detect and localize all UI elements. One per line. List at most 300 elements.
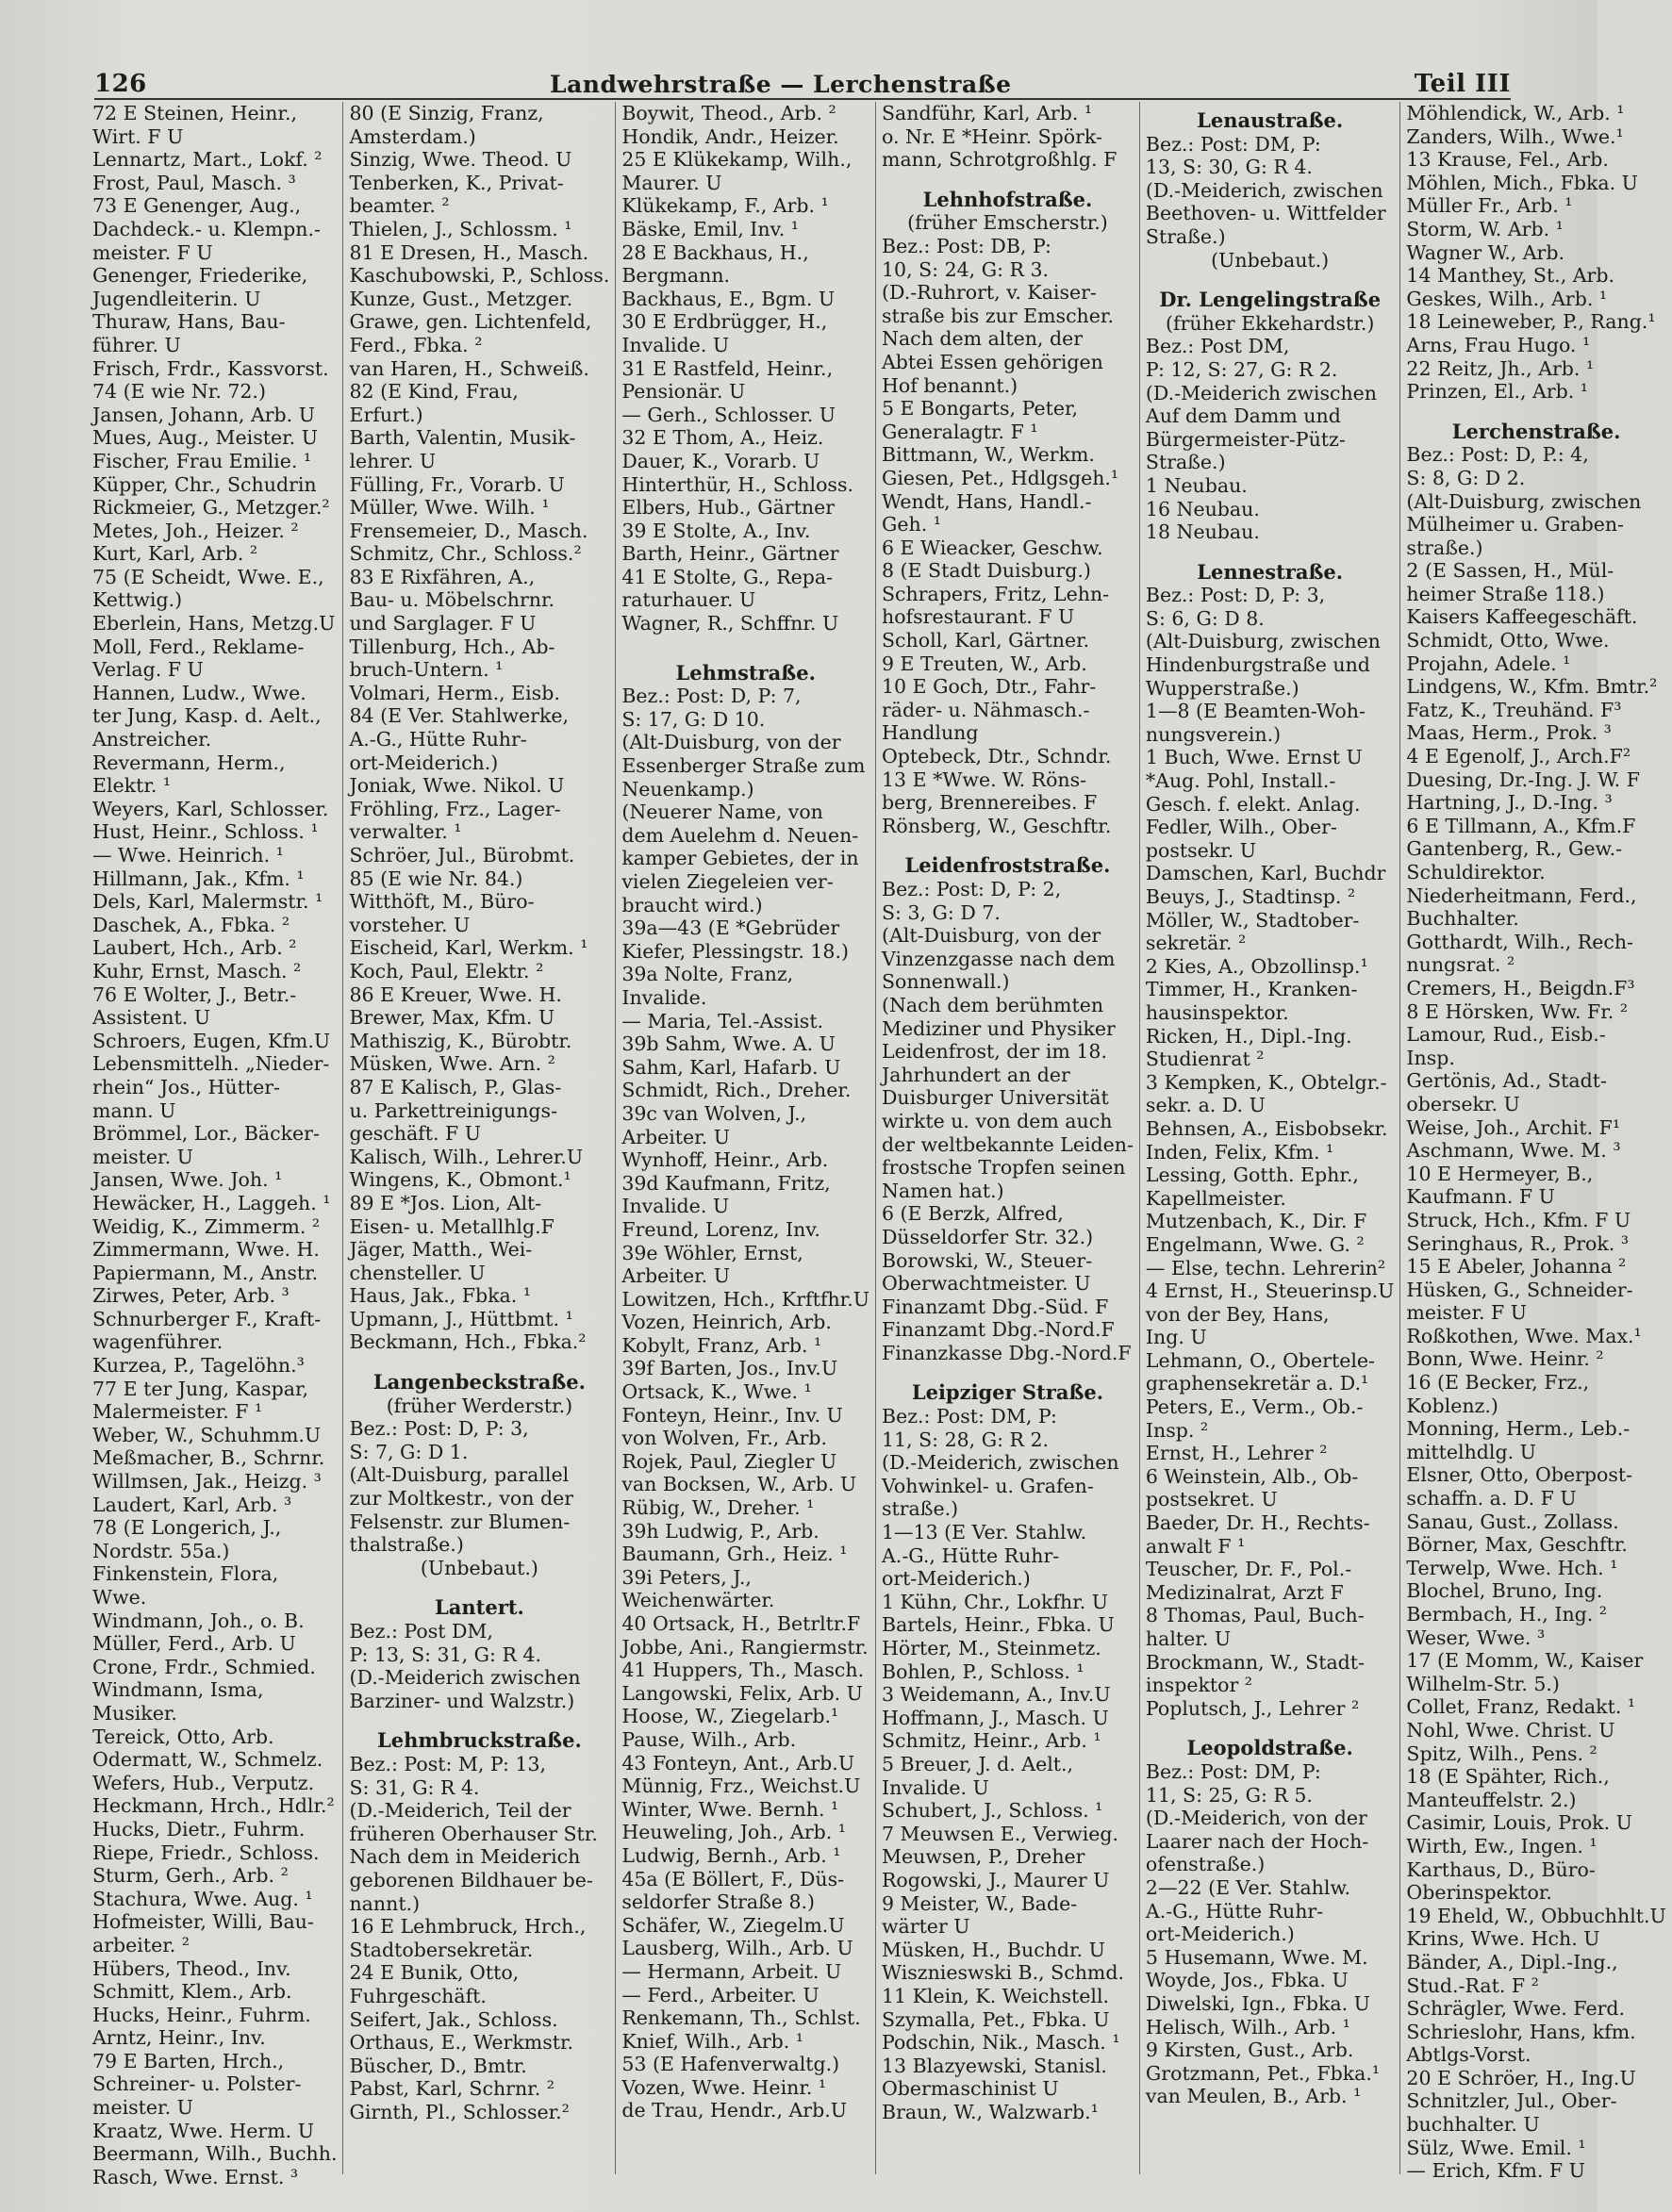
directory-entry: ofenstraße.)	[1145, 1853, 1266, 1876]
street-heading: Leidenfroststraße.	[904, 853, 1111, 878]
directory-entry: Hinterthür, H., Schloss.	[621, 472, 853, 496]
directory-entry: 39a Nolte, Franz,	[621, 963, 794, 986]
directory-entry: Schmitz, Heinr., Arb. ¹	[882, 1729, 1101, 1753]
spacer	[1146, 1720, 1395, 1729]
directory-entry: Genenger, Friederike,	[92, 264, 308, 288]
directory-entry: Invalide.	[621, 985, 707, 1009]
directory-entry: nungsverein.)	[1145, 722, 1282, 746]
directory-entry: Meuwsen, P., Dreher	[882, 1845, 1085, 1869]
directory-entry: Weser, Wwe. ³	[1406, 1626, 1546, 1649]
directory-entry: 5 Husemann, Wwe. M.	[1145, 1945, 1368, 1969]
directory-entry: Bez.: Post: DM, P:	[882, 1405, 1057, 1428]
directory-entry: Finanzamt Dbg.-Süd. F	[882, 1295, 1109, 1318]
directory-entry: A.-G., Hütte Ruhr-	[1145, 1899, 1324, 1923]
directory-entry: Timmer, H., Kranken-	[1145, 978, 1358, 1001]
directory-entry: Wirt. F U	[92, 124, 184, 148]
directory-entry: Hucks, Heinr., Fuhrm.	[92, 2003, 311, 2026]
street-heading: Lennestraße.	[1197, 559, 1344, 584]
directory-entry: Sonnenwall.)	[882, 970, 1010, 994]
directory-entry: Witthöft, M., Büro-	[349, 890, 535, 914]
directory-entry: Braun, W., Walzwarb.¹	[882, 2100, 1099, 2123]
directory-entry: Finanzkasse Dbg.-Nord.F	[882, 1341, 1132, 1364]
directory-entry: Namen hat.)	[882, 1179, 1004, 1202]
directory-entry: Abtlgs-Vorst.	[1406, 2043, 1531, 2067]
directory-entry: Laarer nach der Hoch-	[1145, 1829, 1369, 1853]
directory-entry: Joniak, Wwe. Nikol. U	[349, 774, 565, 798]
directory-entry: Duesing, Dr.-Ing. J. W. F	[1406, 768, 1640, 791]
directory-entry: (Alt-Duisburg, parallel	[349, 1463, 570, 1487]
directory-entry: Daschek, A., Fbka. ²	[92, 913, 290, 936]
directory-entry: 5 E Bongarts, Peter,	[882, 397, 1079, 421]
directory-entry: Storm, W. Arb. ¹	[1406, 217, 1564, 240]
street-heading: Lenaustraße.	[1197, 108, 1344, 132]
directory-entry: 74 (E wie Nr. 72.)	[92, 380, 266, 404]
directory-entry: Revermann, Herm.,	[92, 751, 286, 774]
directory-entry: Pause, Wilh., Arb.	[621, 1727, 797, 1751]
directory-entry: Willmsen, Jak., Heizg. ³	[92, 1470, 322, 1494]
directory-entry: 81 E Dresen, H., Masch.	[349, 240, 589, 264]
directory-entry: Volmari, Herm., Eisb.	[349, 681, 560, 704]
directory-entry: Finanzamt Dbg.-Nord.F	[882, 1318, 1115, 1342]
directory-entry: 1 Kühn, Chr., Lokfhr. U	[882, 1590, 1109, 1613]
directory-entry: 45a (E Böllert, F., Düs-	[621, 1867, 845, 1890]
directory-entry: Fatz, K., Treuhänd. F³	[1406, 698, 1622, 721]
directory-entry: 16 (E Becker, Frz.,	[1406, 1371, 1590, 1395]
directory-entry: Renkemann, Th., Schlst.	[621, 2006, 861, 2030]
directory-entry: Koch, Paul, Elektr. ²	[349, 959, 544, 982]
directory-entry: Bau- u. Möbelschrnr.	[349, 588, 555, 612]
directory-entry: Musiker.	[92, 1701, 177, 1725]
directory-entry: straße.)	[882, 1497, 959, 1521]
directory-entry: de Trau, Hendr., Arb.U	[621, 2099, 847, 2122]
directory-entry: (D.-Meiderich, zwischen	[1145, 178, 1383, 202]
directory-entry: mittelhdlg. U	[1406, 1440, 1536, 1463]
directory-entry: 75 (E Scheidt, Wwe. E.,	[92, 565, 324, 588]
column-4	[876, 102, 1140, 2174]
directory-entry: 9 Kirsten, Gust., Arb.	[1145, 2039, 1354, 2062]
directory-entry: wirkte u. von dem auch	[882, 1109, 1113, 1132]
directory-entry: Bürgermeister-Pütz-	[1145, 427, 1346, 451]
directory-entry: Bohlen, P., Schloss. ¹	[882, 1659, 1084, 1683]
directory-entry: hofsrestaurant. F U	[882, 605, 1075, 629]
directory-entry: 6 E Tillmann, A., Kfm.F	[1406, 814, 1636, 837]
directory-entry: Orthaus, E., Werkmstr.	[349, 2031, 574, 2055]
directory-entry: 7 Meuwsen E., Verwieg.	[882, 1822, 1119, 1845]
directory-entry: Struck, Hch., Kfm. F U	[1406, 1208, 1631, 1231]
directory-entry: mann. U	[92, 1098, 176, 1122]
directory-entry: Hewäcker, H., Laggeh. ¹	[92, 1191, 331, 1214]
directory-entry: Ludwig, Bernh., Arb. ¹	[621, 1843, 841, 1867]
directory-entry: Mutzenbach, K., Dir. F	[1145, 1210, 1367, 1233]
directory-entry: Gantenberg, R., Gew.-	[1406, 837, 1623, 861]
directory-entry: Tillenburg, Hch., Ab-	[349, 635, 555, 658]
directory-entry: hausinspektor.	[1145, 1000, 1289, 1024]
directory-entry: Teuscher, Dr. F., Pol.-	[1145, 1558, 1352, 1581]
directory-entry: 1—8 (E Beamten-Woh-	[1145, 700, 1366, 723]
directory-entry: Terwelp, Wwe. Hch. ¹	[1406, 1556, 1618, 1579]
directory-entry: Kobylt, Franz, Arb. ¹	[621, 1333, 822, 1357]
directory-entry: 13, S: 30, G: R 4.	[1145, 156, 1313, 179]
directory-entry: sekr. a. D. U	[1145, 1094, 1266, 1117]
directory-entry: van Haren, H., Schweiß.	[349, 356, 589, 380]
street-heading: Dr. Lengelingstraße	[1159, 288, 1382, 312]
directory-entry: Wefers, Hub., Verputz.	[92, 1771, 315, 1794]
directory-entry: 83 E Rixfähren, A.,	[349, 565, 536, 588]
directory-entry: Mülheimer u. Graben-	[1406, 513, 1624, 536]
directory-entry: Sandführ, Karl, Arb. ¹	[882, 102, 1093, 124]
directory-entry: 2—22 (E Ver. Stahlw.	[1145, 1875, 1351, 1899]
directory-entry: (D.-Meiderich zwischen	[1145, 381, 1378, 404]
directory-entry: S: 31, G: R 4.	[349, 1775, 480, 1799]
directory-entry: meister. F U	[92, 240, 213, 264]
directory-entry: Maurer. U	[621, 171, 722, 194]
directory-entry: der weltbekannte Leiden-	[882, 1132, 1134, 1156]
directory-entry: 10, S: 24, G: R 3.	[882, 257, 1050, 281]
column-5	[1140, 102, 1401, 2174]
spacer	[882, 837, 1134, 847]
directory-entry: Schäfer, W., Ziegelm.U	[621, 1913, 845, 1937]
directory-entry: Kiefer, Plessingstr. 18.)	[621, 939, 849, 963]
directory-entry: Dauer, K., Vorarb. U	[621, 449, 820, 472]
directory-entry: Woyde, Jos., Fbka. U	[1145, 1969, 1349, 1992]
directory-entry: 28 E Backhaus, H.,	[621, 240, 809, 264]
directory-entry: Schmitt, Klem., Arb.	[92, 1980, 292, 2004]
directory-entry: 39i Peters, J.,	[621, 1565, 752, 1589]
directory-entry: Eberlein, Hans, Metzg.U	[92, 612, 336, 636]
directory-entry: Medizinalrat, Arzt F	[1145, 1580, 1344, 1604]
directory-entry: ort-Meiderich.)	[882, 1567, 1031, 1591]
directory-entry: Nach dem alten, der	[882, 327, 1084, 351]
directory-entry: und Sarglager. F U	[349, 612, 537, 636]
directory-entry: Sahm, Karl, Hafarb. U	[621, 1055, 841, 1079]
directory-entry: Borowski, W., Steuer-	[882, 1248, 1093, 1272]
directory-entry: Knief, Wilh., Arb. ¹	[621, 2029, 803, 2053]
directory-entry: raturhauer. U	[621, 588, 756, 612]
directory-entry: P: 12, S: 27, G: R 2.	[1145, 357, 1338, 381]
directory-entry: 11, S: 25, G: R 5.	[1145, 1783, 1313, 1807]
directory-entry: 11, S: 28, G: R 2.	[882, 1428, 1050, 1451]
directory-entry: Bez.: Post: DB, P:	[882, 234, 1051, 257]
directory-entry: braucht wird.)	[621, 893, 763, 916]
directory-entry: Poplutsch, J., Lehrer ²	[1145, 1696, 1360, 1720]
directory-entry: Wupperstraße.)	[1145, 676, 1300, 700]
directory-entry: Kaufmann. F U	[1406, 1185, 1555, 1209]
directory-entry: Börner, Max, Geschftr.	[1406, 1533, 1628, 1557]
directory-entry: Geh. ¹	[882, 513, 941, 536]
directory-entry: wärter U	[882, 1915, 970, 1939]
directory-entry: bruch-Untern. ¹	[349, 658, 504, 682]
directory-entry: Vozen, Wwe. Heinr. ¹	[621, 2075, 827, 2099]
directory-entry: A.-G., Hütte Ruhr-	[882, 1543, 1060, 1567]
directory-entry: heimer Straße 118.)	[1406, 582, 1605, 605]
directory-entry: Düsseldorfer Str. 32.)	[882, 1225, 1094, 1248]
directory-entry: 86 E Kreuer, Wwe. H.	[349, 982, 562, 1006]
directory-entry: 82 (E Kind, Frau,	[349, 380, 519, 404]
directory-entry: Koblenz.)	[1406, 1394, 1498, 1417]
directory-entry: Winter, Wwe. Bernh. ¹	[621, 1797, 839, 1821]
directory-entry: Stud.-Rat. F ²	[1406, 1973, 1539, 1997]
directory-entry: Mathiszig, K., Bürobtr.	[349, 1029, 572, 1052]
directory-entry: Giesen, Pet., Hdlgsgeh.¹	[882, 466, 1119, 489]
directory-entry: Ferd., Fbka. ²	[349, 333, 483, 356]
column-6	[1400, 102, 1671, 2183]
directory-entry: Kalisch, Wilh., Lehrer.U	[349, 1145, 584, 1168]
directory-entry: Casimir, Louis, Prok. U	[1406, 1811, 1632, 1835]
spacer	[1146, 544, 1395, 553]
directory-entry: 9 Meister, W., Bade-	[882, 1891, 1078, 1915]
directory-entry: 32 E Thom, A., Heiz.	[621, 426, 824, 450]
directory-entry: Riepe, Friedr., Schloss.	[92, 1841, 320, 1864]
directory-entry: Weber, W., Schuhmm.U	[92, 1423, 322, 1446]
directory-entry: Wirth, Ew., Ingen. ¹	[1406, 1834, 1598, 1857]
directory-entry: Assistent. U	[92, 1006, 211, 1030]
directory-entry: Diwelski, Ign., Fbka. U	[1145, 1991, 1370, 2015]
directory-entry: Tereick, Otto, Arb.	[92, 1725, 274, 1748]
directory-entry: 10 E Hermeyer, B.,	[1406, 1162, 1594, 1185]
directory-entry: Leidenfrost, der im 18.	[882, 1040, 1107, 1064]
directory-entry: (D.-Meiderich, Teil der	[349, 1799, 571, 1823]
directory-entry: Schmidt, Otto, Wwe.	[1406, 629, 1610, 652]
directory-entry: 5 Breuer, J. d. Aelt.,	[882, 1752, 1074, 1775]
directory-entry: buchhalter. U	[1406, 2113, 1540, 2137]
directory-entry: Zanders, Wilh., Wwe.¹	[1406, 124, 1624, 148]
directory-entry: (Nach dem berühmten	[882, 993, 1104, 1016]
directory-entry: S: 7, G: D 1.	[349, 1440, 469, 1463]
directory-entry: 39h Ludwig, P., Arb.	[621, 1519, 819, 1543]
spacer	[882, 1364, 1134, 1374]
directory-entry: (früher Ekkehardstr.)	[1165, 311, 1375, 335]
directory-entry: Müller, Ferd., Arb. U	[92, 1632, 296, 1656]
directory-entry: Verlag. F U	[92, 658, 204, 682]
street-heading: Leipziger Straße.	[911, 1380, 1104, 1405]
directory-entry: Inden, Felix, Kfm. ¹	[1145, 1140, 1334, 1164]
directory-entry: 53 (E Hafenverwaltg.)	[621, 2053, 840, 2076]
directory-entry: Podschin, Nik., Masch. ¹	[882, 2031, 1120, 2055]
directory-entry: 3 Weidemann, A., Inv.U	[882, 1683, 1111, 1707]
directory-entry: wagenführer.	[92, 1330, 223, 1354]
directory-entry: Bez.: Post: DM, P:	[1145, 1759, 1321, 1783]
directory-entry: Klükekamp, F., Arb. ¹	[621, 194, 829, 218]
directory-entry: Sinzig, Wwe. Theod. U	[349, 148, 572, 172]
directory-entry: postsekr. U	[1145, 838, 1257, 862]
directory-entry: (Alt-Duisburg, zwischen	[1406, 489, 1642, 513]
directory-entry: 39b Sahm, Wwe. A. U	[621, 1032, 836, 1056]
directory-entry: meister. U	[92, 2096, 193, 2120]
directory-entry: postsekret. U	[1145, 1488, 1278, 1511]
page-header	[94, 60, 1511, 100]
street-heading: Lehmstraße.	[675, 660, 816, 685]
directory-entry: 80 (E Sinzig, Franz,	[349, 102, 544, 124]
directory-entry: Weidig, K., Zimmerm. ²	[92, 1214, 321, 1238]
directory-entry: Arntz, Heinr., Inv.	[92, 2026, 266, 2050]
directory-entry: Laudert, Karl, Arb. ³	[92, 1493, 292, 1516]
directory-entry: Brewer, Max, Kfm. U	[349, 1006, 555, 1030]
directory-entry: Fonteyn, Heinr., Inv. U	[621, 1403, 843, 1427]
directory-entry: Zirwes, Peter, Arb. ³	[92, 1284, 290, 1308]
directory-entry: mann, Schrotgroßhlg. F	[882, 148, 1117, 172]
directory-entry: *Aug. Pohl, Install.-	[1145, 769, 1336, 793]
directory-entry: Möller, W., Stadtober-	[1145, 908, 1360, 932]
directory-entry: Jäger, Matth., Wei-	[349, 1238, 533, 1262]
directory-entry: Heuweling, Joh., Arb. ¹	[621, 1821, 846, 1844]
spacer	[349, 1354, 609, 1363]
directory-entry: Kraatz, Wwe. Herm. U	[92, 2119, 314, 2142]
directory-entry: (Unbebaut.)	[420, 1556, 538, 1579]
directory-entry: Küpper, Chr., Schudrin	[92, 472, 317, 496]
directory-entry: Moll, Ferd., Reklame-	[92, 635, 305, 658]
directory-entry: Stachura, Wwe. Aug. ¹	[92, 1887, 313, 1910]
directory-entry: Gotthardt, Wilh., Rech-	[1406, 930, 1633, 953]
directory-entry: Helisch, Wilh., Arb. ¹	[1145, 2015, 1350, 2039]
directory-entry: 20 E Schröer, H., Ing.U	[1406, 2066, 1636, 2089]
directory-entry: Anstreicher.	[92, 728, 212, 751]
directory-entry: thalstraße.)	[349, 1533, 464, 1557]
directory-entry: Malermeister. F ¹	[92, 1400, 263, 1424]
page-number: 126	[94, 70, 147, 98]
directory-entry: straße bis zur Emscher.	[882, 304, 1114, 327]
column-3	[616, 102, 876, 2174]
columns-container	[87, 102, 1666, 2188]
directory-entry: frostsche Tropfen seinen	[882, 1156, 1126, 1180]
directory-entry: Hust, Heinr., Schloss. ¹	[92, 820, 319, 844]
directory-entry: nannt.)	[349, 1891, 421, 1915]
directory-entry: Finkenstein, Flora,	[92, 1562, 279, 1586]
directory-entry: — Wwe. Heinrich. ¹	[92, 844, 284, 867]
directory-entry: Beckmann, Hch., Fbka.²	[349, 1330, 587, 1354]
directory-entry: Brockmann, W., Stadt-	[1145, 1650, 1365, 1674]
directory-entry: Hörter, M., Steinmetz.	[882, 1637, 1101, 1659]
directory-entry: geschäft. F U	[349, 1122, 482, 1146]
directory-entry: Ricken, H., Dipl.-Ing.	[1145, 1024, 1352, 1048]
directory-entry: 11 Klein, K. Weichstell.	[882, 1984, 1110, 2007]
directory-entry: (früher Werderstr.)	[386, 1394, 573, 1417]
directory-entry: Studienrat ²	[1145, 1048, 1265, 1071]
directory-entry: Pabst, Karl, Schrnr. ²	[349, 2077, 555, 2101]
directory-entry: Weichenwärter.	[621, 1589, 775, 1612]
directory-entry: Wilhelm-Str. 5.)	[1406, 1672, 1560, 1695]
directory-entry: van Meulen, B., Arb. ¹	[1145, 2085, 1362, 2108]
directory-entry: früheren Oberhauser Str.	[349, 1822, 598, 1845]
directory-entry: 84 (E Ver. Stahlwerke,	[349, 704, 570, 728]
directory-entry: Bez.: Post DM,	[1145, 335, 1290, 358]
directory-entry: Generalagtr. F ¹	[882, 420, 1038, 443]
directory-entry: geborenen Bildhauer be-	[349, 1868, 593, 1891]
directory-entry: nungsrat. ²	[1406, 953, 1515, 977]
directory-entry: (D.-Meiderich, von der	[1145, 1807, 1367, 1830]
directory-entry: Aschmann, Wwe. M. ³	[1406, 1139, 1621, 1163]
directory-entry: von Wolven, Fr., Arb.	[621, 1427, 828, 1450]
directory-entry: 39c van Wolven, J.,	[621, 1101, 807, 1125]
directory-entry: Bez.: Post: D, P.: 4,	[1406, 443, 1589, 467]
directory-entry: Schuldirektor.	[1406, 861, 1546, 883]
directory-entry: 6 Weinstein, Alb., Ob-	[1145, 1464, 1359, 1488]
directory-entry: 25 E Klükekamp, Wilh.,	[621, 148, 853, 172]
directory-entry: vorsteher. U	[349, 913, 471, 936]
directory-entry: Oberwachtmeister. U	[882, 1272, 1091, 1296]
directory-entry: 78 (E Longerich, J.,	[92, 1516, 282, 1540]
directory-entry: Bittmann, W., Werkm.	[882, 443, 1095, 467]
directory-entry: 16 E Lehmbruck, Hrch.,	[349, 1915, 587, 1939]
directory-entry: 9 E Treuten, W., Arb.	[882, 652, 1087, 675]
directory-entry: Jansen, Wwe. Joh. ¹	[92, 1168, 283, 1192]
directory-entry: Sanau, Gust., Zollass.	[1406, 1510, 1619, 1533]
directory-entry: Eisen- u. Metallhlg.F	[349, 1214, 555, 1238]
directory-entry: Müller, Wwe. Wilh. ¹	[349, 496, 550, 520]
directory-entry: 13 Krause, Fel., Arb.	[1406, 148, 1609, 172]
directory-entry: 39e Wöhler, Ernst,	[621, 1241, 803, 1264]
directory-entry: Lessing, Gotth. Ephr.,	[1145, 1164, 1359, 1187]
directory-entry: Engelmann, Wwe. G. ²	[1145, 1232, 1365, 1256]
directory-entry: Optebeck, Dtr., Schndr.	[882, 745, 1112, 768]
directory-entry: Spitz, Wilh., Pens. ²	[1406, 1742, 1598, 1765]
directory-entry: o. Nr. E *Heinr. Spörk-	[882, 124, 1102, 148]
directory-entry: Ernst, H., Lehrer ²	[1145, 1442, 1328, 1465]
directory-entry: Bergmann.	[621, 264, 731, 288]
directory-entry: Nohl, Wwe. Christ. U	[1406, 1718, 1615, 1742]
spacer	[349, 1579, 609, 1589]
directory-entry: 30 E Erdbrügger, H.,	[621, 310, 828, 334]
directory-entry: Backhaus, E., Bgm. U	[621, 287, 836, 310]
directory-entry: Schröer, Jul., Bürobmt.	[349, 844, 575, 867]
directory-entry: Thielen, J., Schlossm. ¹	[349, 217, 572, 240]
directory-entry: Bez.: Post: D, P: 2,	[882, 878, 1062, 900]
directory-entry: Collet, Franz, Redakt. ¹	[1406, 1695, 1636, 1719]
directory-entry: 1 Buch, Wwe. Ernst U	[1145, 746, 1363, 769]
directory-entry: Kurt, Karl, Arb. ²	[92, 542, 258, 566]
directory-entry: Mues, Aug., Meister. U	[92, 426, 318, 450]
directory-entry: Kunze, Gust., Metzger.	[349, 287, 573, 310]
directory-entry: Rogowski, J., Maurer U	[882, 1868, 1110, 1891]
directory-entry: Upmann, J., Hüttbmt. ¹	[349, 1307, 573, 1330]
directory-entry: 6 (E Berzk, Alfred,	[882, 1202, 1064, 1226]
street-heading: Lehmbruckstraße.	[377, 1728, 582, 1753]
directory-entry: arbeiter. ²	[92, 1933, 190, 1956]
directory-entry: beamter. ²	[349, 194, 450, 218]
directory-entry: Wagner, R., Schffnr. U	[621, 612, 839, 636]
directory-entry: Manteuffelstr. 2.)	[1406, 1788, 1577, 1811]
directory-entry: Weise, Joh., Archit. F¹	[1406, 1115, 1621, 1139]
directory-entry: Geskes, Wilh., Arb. ¹	[1406, 287, 1608, 310]
directory-entry: Szymalla, Pet., Fbka. U	[882, 2007, 1110, 2031]
directory-entry: Schmidt, Rich., Dreher.	[621, 1079, 852, 1102]
directory-entry: Elsner, Otto, Oberpost-	[1406, 1463, 1633, 1487]
directory-entry: S: 3, G: D 7.	[882, 900, 1001, 924]
directory-entry: Kaisers Kaffeegeschäft.	[1406, 605, 1638, 629]
directory-entry: Jansen, Johann, Arb. U	[92, 403, 315, 426]
directory-entry: Schreiner- u. Polster-	[92, 2072, 302, 2096]
directory-entry: 6 E Wieacker, Geschw.	[882, 536, 1103, 559]
directory-entry: Frisch, Frdr., Kassvorst.	[92, 356, 329, 380]
directory-entry: Schrapers, Fritz, Lehn-	[882, 582, 1110, 605]
directory-entry: — Else, techn. Lehrerin²	[1145, 1256, 1386, 1279]
directory-entry: Schnurberger F., Kraft-	[92, 1307, 322, 1330]
directory-entry: Arbeiter. U	[621, 1125, 730, 1148]
directory-entry: Lausberg, Wilh., Arb. U	[621, 1937, 853, 1960]
directory-entry: Vozen, Heinrich, Arb.	[621, 1311, 832, 1334]
directory-entry: 24 E Bunik, Otto,	[349, 1961, 520, 1985]
directory-entry: 4 Ernst, H., Steuerinsp.U	[1145, 1279, 1395, 1303]
directory-entry: Grawe, gen. Lichtenfeld,	[349, 310, 592, 334]
directory-entry: Rasch, Wwe. Ernst. ³	[92, 2165, 299, 2188]
directory-entry: P: 13, S: 31, G: R 4.	[349, 1642, 541, 1666]
directory-entry: 3 Kempken, K., Obtelgr.-	[1145, 1070, 1387, 1094]
directory-entry: Windmann, Isma,	[92, 1678, 264, 1702]
directory-entry: Hondik, Andr., Heizer.	[621, 124, 839, 148]
directory-entry: Lennartz, Mart., Lokf. ²	[92, 148, 323, 172]
directory-entry: Brömmel, Lor., Bäcker-	[92, 1122, 320, 1146]
directory-entry: S: 8, G: D 2.	[1406, 466, 1526, 489]
directory-entry: Straße.)	[1145, 224, 1226, 248]
